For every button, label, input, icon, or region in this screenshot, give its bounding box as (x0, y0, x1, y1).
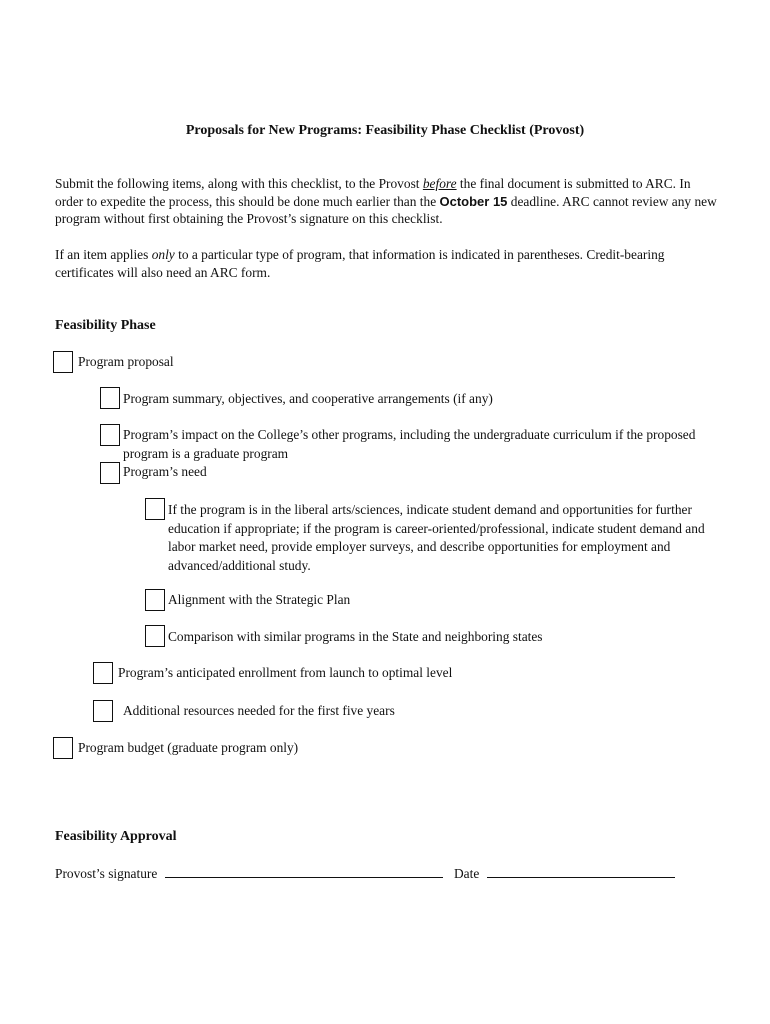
note-text-1: If an item applies (55, 247, 152, 262)
checkbox-program-budget[interactable] (53, 737, 73, 759)
intro-text-2: the final document is submitted to ARC. In order to expedite the process, this should be done much earlier than the (55, 176, 691, 209)
item-comparison: Comparison with similar programs in the State and neighboring states (168, 629, 543, 644)
feasibility-phase-heading: Feasibility Phase (55, 318, 156, 333)
intro-paragraph (55, 175, 720, 228)
checkbox-comparison[interactable] (145, 625, 165, 647)
intro-text-1: Submit the following items, along with this checklist, to the Provost (55, 176, 423, 191)
date-line[interactable] (487, 866, 675, 878)
item-program-budget: Program budget (graduate program only) (78, 740, 299, 755)
checkbox-program-need[interactable] (100, 462, 120, 484)
date-label: Date (454, 866, 480, 881)
note-only-word: only (151, 247, 175, 262)
item-program-summary: Program summary, objectives, and cooperative arrangements (if any) (123, 391, 493, 406)
item-additional-resources: Additional resources needed for the first five years (123, 703, 395, 718)
deadline-date: October 15 (439, 193, 508, 209)
intro-before-word: before (422, 176, 457, 191)
note-text-2: to a particular type of program, that information is indicated in parentheses. Credit-bearing certificates will also need an ARC form. (55, 247, 665, 280)
checkbox-additional-resources[interactable] (93, 700, 113, 722)
item-program-need: Program’s need (123, 464, 207, 479)
checkbox-anticipated-enrollment[interactable] (93, 662, 113, 684)
item-strategic-plan: Alignment with the Strategic Plan (168, 592, 351, 607)
intro-text-3: deadline. ARC cannot review any new program without first obtaining the Provost’s signature on this checklist. (55, 193, 717, 226)
signature-label: Provost’s signature (55, 866, 158, 881)
checkbox-program-proposal[interactable] (53, 351, 73, 373)
note-paragraph (55, 246, 720, 281)
checkbox-program-impact[interactable] (100, 424, 120, 446)
checkbox-program-summary[interactable] (100, 387, 120, 409)
signature-row (55, 866, 675, 882)
checkbox-strategic-plan[interactable] (145, 589, 165, 611)
item-program-proposal: Program proposal (78, 354, 174, 369)
item-anticipated-enrollment: Program’s anticipated enrollment from launch to optimal level (118, 665, 453, 680)
feasibility-approval-heading: Feasibility Approval (55, 829, 177, 844)
signature-line[interactable] (165, 866, 443, 878)
item-student-demand: If the program is in the liberal arts/sciences, indicate student demand and opportunities for further education if appropriate; if the program is career-oriented/professional, indicate student demand and labor market need, provide employer surveys, and describe opportunities for employment and advanced/additional study. (168, 502, 705, 573)
document-title: Proposals for New Programs: Feasibility Phase Checklist (Provost) (185, 123, 585, 138)
item-program-impact: Program’s impact on the College’s other programs, including the undergraduate curriculum if the proposed program is a graduate program (123, 427, 696, 461)
checkbox-student-demand[interactable] (145, 498, 165, 520)
